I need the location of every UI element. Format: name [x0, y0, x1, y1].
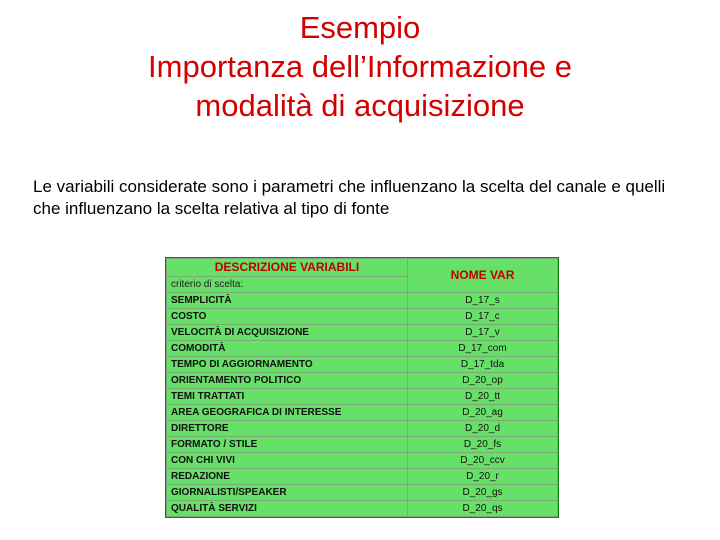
variable-name: D_17_v [408, 325, 558, 341]
variable-description: AREA GEOGRAFICA DI INTERESSE [167, 405, 408, 421]
variable-name: D_20_fs [408, 437, 558, 453]
header-var-name: NOME VAR [408, 259, 558, 293]
variable-name: D_20_ccv [408, 453, 558, 469]
variable-name: D_20_gs [408, 485, 558, 501]
variable-name: D_17_com [408, 341, 558, 357]
table-row [167, 341, 558, 357]
variable-name: D_20_r [408, 469, 558, 485]
table-row [167, 325, 558, 341]
table-row [167, 405, 558, 421]
variable-name: D_20_op [408, 373, 558, 389]
table-row [167, 421, 558, 437]
title-line-3: modalità di acquisizione [195, 88, 525, 123]
table-row [167, 389, 558, 405]
table-row [167, 293, 558, 309]
table-row [167, 501, 558, 517]
table-row [167, 453, 558, 469]
table-row [167, 309, 558, 325]
slide-title [0, 8, 720, 125]
variable-description: GIORNALISTI/SPEAKER [167, 485, 408, 501]
variable-description: VELOCITÀ DI ACQUISIZIONE [167, 325, 408, 341]
variable-name: D_17_tda [408, 357, 558, 373]
variable-description: SEMPLICITÀ [167, 293, 408, 309]
variable-description: COMODITÀ [167, 341, 408, 357]
variable-name: D_20_ag [408, 405, 558, 421]
variable-description: DIRETTORE [167, 421, 408, 437]
title-line-1: Esempio [299, 10, 421, 45]
table-header-row [167, 259, 558, 277]
variable-description: REDAZIONE [167, 469, 408, 485]
intro-paragraph: Le variabili considerate sono i parametri che influenzano la scelta del canale e quelli che influenzano la scelta relativa al tipo di fonte [33, 177, 666, 218]
variable-name: D_17_c [408, 309, 558, 325]
variable-name: D_20_d [408, 421, 558, 437]
variable-description: ORIENTAMENTO POLITICO [167, 373, 408, 389]
table-row [167, 437, 558, 453]
header-description: DESCRIZIONE VARIABILI [167, 259, 408, 277]
title-line-2: Importanza dell’Informazione e [148, 49, 572, 84]
variable-description: TEMPO DI AGGIORNAMENTO [167, 357, 408, 373]
variable-description: COSTO [167, 309, 408, 325]
variable-name: D_17_s [408, 293, 558, 309]
table-row [167, 485, 558, 501]
variable-description: QUALITÀ SERVIZI [167, 501, 408, 517]
table-row [167, 373, 558, 389]
header-subtitle: criterio di scelta: [167, 277, 408, 293]
variable-description: TEMI TRATTATI [167, 389, 408, 405]
variable-description: CON CHI VIVI [167, 453, 408, 469]
variables-table [165, 257, 559, 518]
table-row [167, 469, 558, 485]
variable-name: D_20_qs [408, 501, 558, 517]
variable-description: FORMATO / STILE [167, 437, 408, 453]
table-row [167, 357, 558, 373]
variable-name: D_20_tt [408, 389, 558, 405]
